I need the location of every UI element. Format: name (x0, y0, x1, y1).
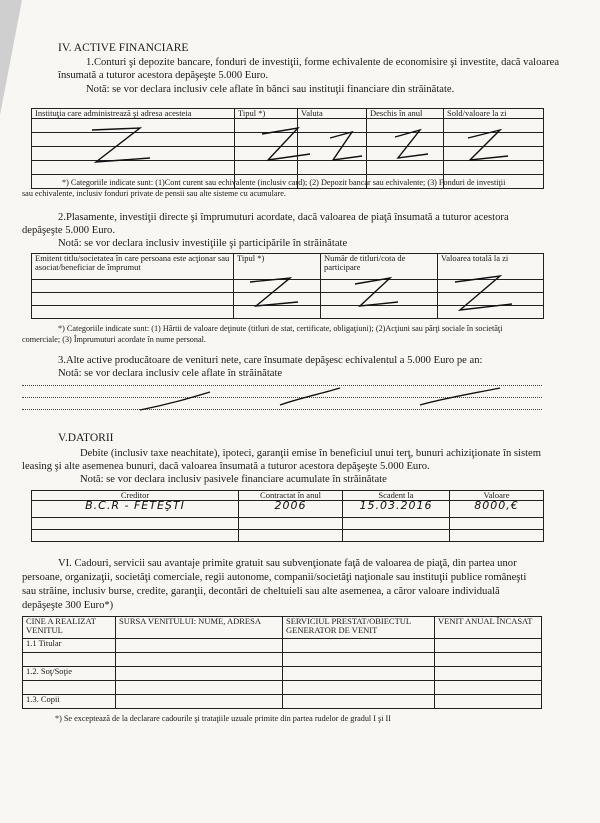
section-iv-p1-line2: însumată a tuturor acestora depăşeşte 5.000 Euro. (58, 70, 269, 81)
table2-footnote-line2: comerciale; (3) Împrumuturi acordate în nume personal. (22, 335, 206, 344)
section-iv-p1-line1: 1.Conturi şi depozite bancare, fonduri de investiţii, forme echivalente de economisire şi investite, dacă valoarea (86, 57, 560, 68)
section-iv-note3: Notă: se vor declara inclusiv cele aflate în străinătate (58, 368, 283, 379)
section-vi-p1-line2: persoane, organizaţii, societăţi comerciale, regii autonome, companii/societăţi naţionale sau instituţii publice româneşti (22, 572, 527, 583)
section-vi-p1-line3: sau străine, inclusiv burse, credite, garanţii, decontări de cheltuieli sau alte asemenea, a căror valoare individuală (22, 586, 500, 597)
due-date-cell: 15.03.2016 (343, 501, 450, 518)
section-iv-note2: Notă: se vor declara inclusiv investiţiile şi participările în străinătate (58, 238, 348, 249)
section-iv-p2-line2: depăşeşte 5.000 Euro. (22, 225, 115, 236)
gifts-table (22, 616, 542, 709)
section-v-p1-line1: Debite (inclusiv taxe neachitate), ipoteci, garanţii emise în beneficiul unui terţ, bunuri achiziţionate în sistem (80, 448, 541, 459)
section-iv-title: IV. ACTIVE FINANCIARE (58, 42, 189, 54)
th-opened-year: Deschis în anul (367, 109, 444, 119)
table-row (32, 518, 544, 530)
table1-footnote-line1: *) Categoriile indicate sunt: (1)Cont curent sau echivalente (inclusiv card); (2) Depozit bancar sau echivalente; (3) Fonduri de investiţii (62, 178, 506, 187)
row-label-children: 1.3. Copii (23, 695, 116, 709)
th-type: Tipul *) (235, 109, 298, 119)
th-issuer: Emitent titlu/societatea în care persoana este acţionar sau asociat/beneficiar de împrumut (32, 254, 234, 280)
row-label-spouse: 1.2. Soţ/Soţie (23, 667, 116, 681)
section-vi-p1-line4: depăşeşte 300 Euro*) (22, 600, 114, 611)
section-vi-footnote: *) Se exceptează de la declarare cadourile şi trataţiile uzuale primite din partea rudelor de gradul I şi II (55, 714, 391, 723)
th-due-date: Scadent la (343, 491, 450, 501)
section-iv-p3: 3.Alte active producătoare de venituri nete, care însumate depăşesc echivalentul a 5.000 Euro pe an: (58, 355, 483, 366)
th-shares: Număr de titluri/cota de participare (321, 254, 438, 280)
th-total-value: Valoarea totală la zi (438, 254, 544, 280)
table-row (23, 639, 542, 653)
table-row (32, 501, 544, 518)
table-row (23, 653, 542, 667)
table-row (23, 667, 542, 681)
table2-footnote-line1: *) Categoriile indicate sunt: (1) Hârtii de valoare deţinute (titluri de stat, certificate, obligaţiuni); (2)Acţiuni sau părţi sociale în societăţi (58, 324, 503, 333)
th-who-earned: CINE A REALIZAT VENITUL (23, 617, 116, 639)
table1-footnote-line2: sau echivalente, inclusiv fonduri private de pensii sau alte sisteme cu acumulare. (22, 189, 286, 198)
th-value: Valoare (450, 491, 544, 501)
th-institution: Instituţia care administrează şi adresa acesteia (32, 109, 235, 119)
section-iv-note1: Notă: se vor declara inclusiv cele aflate în bănci sau instituţii financiare din străinătate. (86, 84, 455, 95)
section-v-title: V.DATORII (58, 432, 114, 444)
th-currency: Valuta (298, 109, 367, 119)
th-annual-income: VENIT ANUAL ÎNCASAT (435, 617, 542, 639)
th-income-source: SURSA VENITULUI: NUME, ADRESA (116, 617, 283, 639)
th-service: SERVICIUL PRESTAT/OBIECTUL GENERATOR DE VENIT (283, 617, 435, 639)
section-v-note: Notă: se vor declara inclusiv pasivele financiare acumulate în străinătate (80, 474, 387, 485)
value-cell: 8000,€ (450, 501, 544, 518)
th-creditor: Creditor (32, 491, 239, 501)
section-vi-p1-line1: VI. Cadouri, servicii sau avantaje primite gratuit sau subvenţionate faţă de valoarea de piaţă, din partea unor (58, 558, 517, 569)
table-row (23, 681, 542, 695)
row-label-titular: 1.1 Titular (23, 639, 116, 653)
section-iv-p2-line1: 2.Plasamente, investiţii directe şi împrumuturi acordate, dacă valoarea de piaţă însumată a tuturor acestora (58, 212, 509, 223)
table-row (23, 695, 542, 709)
section-v-p1-line2: leasing şi alte asemenea bunuri, dacă valoarea însumată a tuturor acestora depăşeşte 5.000 Euro. (22, 461, 430, 472)
th-contracted-year: Contractat în anul (239, 491, 343, 501)
table-row (32, 530, 544, 542)
creditor-cell: B.C.R - FETEŞTI (32, 501, 239, 518)
table-header-row (23, 617, 542, 639)
contracted-year-cell: 2006 (239, 501, 343, 518)
debts-table (31, 490, 544, 542)
th-balance: Sold/valoare la zi (444, 109, 544, 119)
th-type: Tipul *) (234, 254, 321, 280)
